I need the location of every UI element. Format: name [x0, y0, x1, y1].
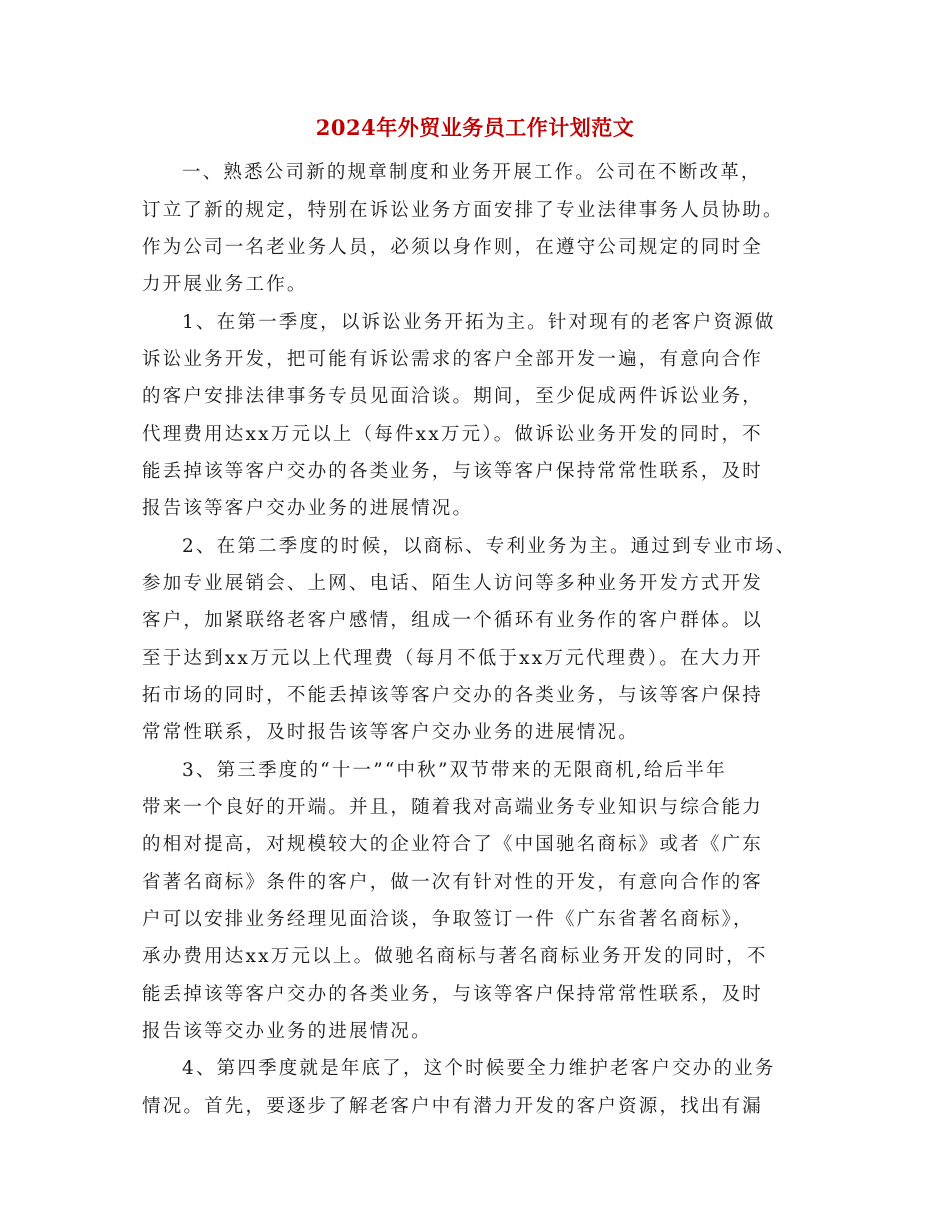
paragraph-line: 2、在第二季度的时候，以商标、专利业务为主。通过到专业市场、 [182, 536, 797, 557]
paragraph-line: 至于达到xx万元以上代理费（每月不低于xx万元代理费）。在大力开 [142, 648, 763, 669]
paragraph-line: 带来一个良好的开端。并且，随着我对高端业务专业知识与综合能力 [142, 797, 764, 818]
paragraph-line: 作为公司一名老业务人员，必须以身作则，在遵守公司规定的同时全 [142, 237, 764, 258]
paragraph-line: 常常性联系，及时报告该等客户交办业务的进展情况。 [142, 722, 639, 743]
document-title: 2024年外贸业务员工作计划范文 [315, 115, 635, 140]
paragraph-line: 拓市场的同时，不能丢掉该等客户交办的各类业务，与该等客户保持 [142, 685, 764, 706]
paragraph-line: 参加专业展销会、上网、电话、陌生人访问等多种业务开发方式开发 [142, 573, 764, 594]
paragraph-line: 4、第四季度就是年底了，这个时候要全力维护老客户交办的业务 [182, 1058, 776, 1079]
paragraph-line: 承办费用达xx万元以上。做驰名商标与著名商标业务开发的同时，不 [142, 946, 768, 967]
paragraph-line: 代理费用达xx万元以上（每件xx万元）。做诉讼业务开发的同时，不 [142, 424, 763, 445]
paragraph-line: 力开展业务工作。 [142, 274, 308, 295]
paragraph-line: 订立了新的规定，特别在诉讼业务方面安排了专业法律事务人员协助。 [142, 200, 784, 221]
paragraph-line: 的相对提高，对规模较大的企业符合了《中国驰名商标》或者《广东 [142, 834, 764, 855]
paragraph-line: 的客户安排法律事务专员见面洽谈。期间，至少促成两件诉讼业务， [142, 386, 764, 407]
paragraph-line: 客户，加紧联络老客户感情，组成一个循环有业务作的客户群体。以 [142, 610, 764, 631]
paragraph-line: 能丢掉该等客户交办的各类业务，与该等客户保持常常性联系，及时 [142, 984, 764, 1005]
paragraph-line: 情况。首先，要逐步了解老客户中有潜力开发的客户资源，找出有漏 [142, 1096, 764, 1117]
paragraph-line: 能丢掉该等客户交办的各类业务，与该等客户保持常常性联系，及时 [142, 461, 764, 482]
paragraph-line: 省著名商标》条件的客户，做一次有针对性的开发，有意向合作的客 [142, 872, 764, 893]
paragraph-line: 报告该等客户交办业务的进展情况。 [142, 498, 474, 519]
paragraph-line: 3、第三季度的“十一”“中秋”双节带来的无限商机,给后半年 [182, 760, 727, 781]
paragraph-line: 1、在第一季度，以诉讼业务开拓为主。针对现有的老客户资源做 [182, 312, 776, 333]
paragraph-line: 一、熟悉公司新的规章制度和业务开展工作。公司在不断改革， [182, 162, 762, 183]
paragraph-line: 诉讼业务开发，把可能有诉讼需求的客户全部开发一遍，有意向合作 [142, 349, 764, 370]
paragraph-line: 报告该等交办业务的进展情况。 [142, 1021, 432, 1042]
paragraph-line: 户可以安排业务经理见面洽谈，争取签订一件《广东省著名商标》， [142, 909, 754, 930]
